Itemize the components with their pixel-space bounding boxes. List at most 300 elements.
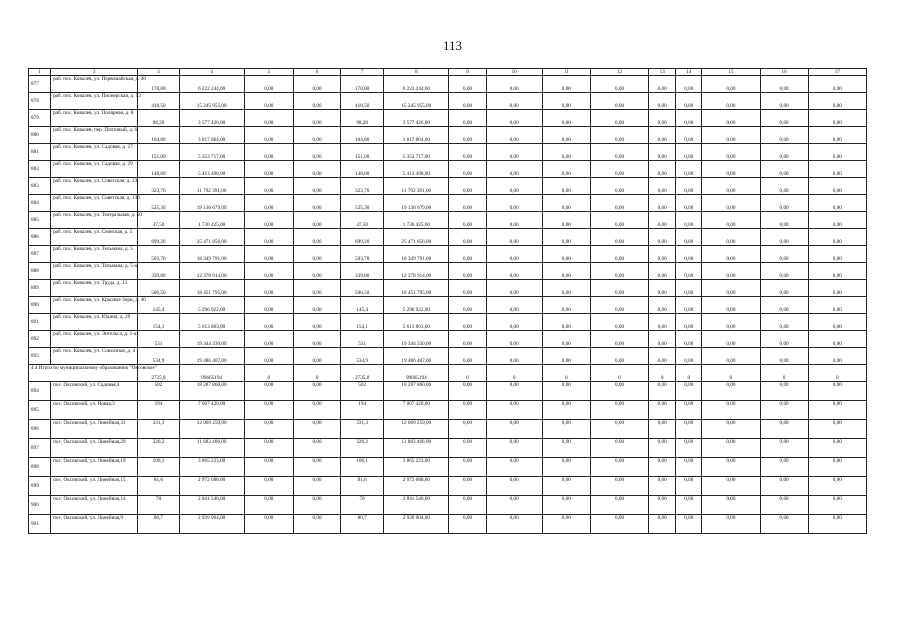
column-number: 10 bbox=[486, 69, 542, 76]
address-cell: раб. пос. Ковалев, ул. Юдина, д. 29 bbox=[51, 314, 138, 331]
value-cell: 0,00 bbox=[702, 212, 760, 229]
value-cell: 0,00 bbox=[590, 458, 648, 477]
value-cell: 0,00 bbox=[590, 439, 648, 458]
value-cell: 0,00 bbox=[542, 382, 590, 401]
value-cell: 0,00 bbox=[449, 127, 486, 144]
table-row bbox=[29, 178, 867, 195]
value-cell: 0,00 bbox=[590, 280, 648, 297]
value-cell: 502 bbox=[138, 382, 179, 401]
value-cell: 0,00 bbox=[760, 439, 808, 458]
value-cell: 0,00 bbox=[244, 246, 293, 263]
value-cell: 18 287 860,00 bbox=[384, 382, 449, 401]
value-cell: 0,00 bbox=[808, 110, 866, 127]
value-cell: 0,00 bbox=[676, 93, 702, 110]
value-cell: 0,00 bbox=[486, 331, 542, 348]
value-cell: 0,00 bbox=[449, 212, 486, 229]
value-cell: 339,80 bbox=[138, 263, 179, 280]
value-cell: 326,2 bbox=[341, 439, 384, 458]
table-row bbox=[29, 401, 867, 420]
table-row bbox=[29, 496, 867, 515]
value-cell: 0,00 bbox=[760, 263, 808, 280]
value-cell: 0,00 bbox=[542, 195, 590, 212]
address-cell: раб. пос. Ковалев, ул. Полярная, д. 8 bbox=[51, 110, 138, 127]
value-cell: 0,00 bbox=[676, 439, 702, 458]
row-number: 883 bbox=[29, 178, 51, 195]
value-cell: 151,00 bbox=[138, 144, 179, 161]
value-cell: 0,00 bbox=[760, 348, 808, 365]
column-number: 13 bbox=[649, 69, 676, 76]
value-cell: 0,00 bbox=[449, 110, 486, 127]
row-number: 877 bbox=[29, 76, 51, 93]
total-value-cell: 0 bbox=[244, 365, 293, 382]
value-cell: 0,00 bbox=[542, 76, 590, 93]
value-cell: 0,00 bbox=[244, 280, 293, 297]
value-cell: 503,70 bbox=[138, 246, 179, 263]
value-cell: 0,00 bbox=[449, 314, 486, 331]
value-cell: 0,00 bbox=[486, 93, 542, 110]
address-cell: раб. пос. Ковалев, ул. Советская, д. 136 bbox=[51, 195, 138, 212]
value-cell: 0,00 bbox=[590, 76, 648, 93]
value-cell: 80,7 bbox=[138, 515, 179, 534]
value-cell: 0,00 bbox=[808, 93, 866, 110]
value-cell: 0,00 bbox=[590, 348, 648, 365]
table-row bbox=[29, 331, 867, 348]
value-cell: 0,00 bbox=[590, 229, 648, 246]
table-row bbox=[29, 212, 867, 229]
value-cell: 0,00 bbox=[649, 161, 676, 178]
address-cell: раб. пос. Ковалев, ул. Сеянская, д. 5 bbox=[51, 229, 138, 246]
value-cell: 0,00 bbox=[293, 127, 340, 144]
value-cell: 0,00 bbox=[649, 401, 676, 420]
total-value-cell: 0 bbox=[293, 365, 340, 382]
value-cell: 0,00 bbox=[760, 212, 808, 229]
value-cell: 0,00 bbox=[449, 515, 486, 534]
value-cell: 0,00 bbox=[486, 110, 542, 127]
value-cell: 0,00 bbox=[449, 76, 486, 93]
value-cell: 0,00 bbox=[244, 458, 293, 477]
value-cell: 0,00 bbox=[808, 263, 866, 280]
value-cell: 2 841 540,00 bbox=[384, 496, 449, 515]
value-cell: 0,00 bbox=[649, 420, 676, 439]
value-cell: 0,00 bbox=[244, 348, 293, 365]
value-cell: 0,00 bbox=[760, 314, 808, 331]
value-cell: 0,00 bbox=[542, 515, 590, 534]
value-cell: 170,80 bbox=[138, 76, 179, 93]
value-cell: 0,00 bbox=[542, 178, 590, 195]
value-cell: 0,00 bbox=[449, 178, 486, 195]
value-cell: 0,00 bbox=[676, 496, 702, 515]
value-cell: 0,00 bbox=[676, 195, 702, 212]
value-cell: 0,00 bbox=[590, 263, 648, 280]
value-cell: 25 471 856,00 bbox=[384, 229, 449, 246]
value-cell: 19 486 407,00 bbox=[179, 348, 244, 365]
value-cell: 0,00 bbox=[676, 212, 702, 229]
value-cell: 0,00 bbox=[649, 515, 676, 534]
value-cell: 0,00 bbox=[449, 348, 486, 365]
value-cell: 0,00 bbox=[590, 212, 648, 229]
table-row bbox=[29, 110, 867, 127]
row-number: 897 bbox=[29, 439, 51, 458]
value-cell: 0,00 bbox=[293, 280, 340, 297]
value-cell: 2 972 688,00 bbox=[179, 477, 244, 496]
value-cell: 0,00 bbox=[449, 161, 486, 178]
value-cell: 0,00 bbox=[808, 420, 866, 439]
value-cell: 19 136 679,00 bbox=[179, 195, 244, 212]
value-cell: 12 069 259,00 bbox=[384, 420, 449, 439]
value-cell: 0,00 bbox=[486, 76, 542, 93]
value-cell: 0,00 bbox=[293, 515, 340, 534]
value-cell: 0,00 bbox=[293, 420, 340, 439]
value-cell: 0,00 bbox=[676, 477, 702, 496]
value-cell: 19 344 330,00 bbox=[384, 331, 449, 348]
value-cell: 0,00 bbox=[293, 439, 340, 458]
row-number: 881 bbox=[29, 144, 51, 161]
value-cell: 0,00 bbox=[760, 515, 808, 534]
value-cell: 0,00 bbox=[702, 127, 760, 144]
value-cell: 5 413 498,00 bbox=[179, 161, 244, 178]
value-cell: 0,00 bbox=[449, 195, 486, 212]
table-row bbox=[29, 246, 867, 263]
value-cell: 0,00 bbox=[808, 144, 866, 161]
page-number: 113 bbox=[442, 38, 463, 53]
value-cell: 0,00 bbox=[590, 144, 648, 161]
value-cell: 18 451 795,00 bbox=[179, 280, 244, 297]
value-cell: 0,00 bbox=[702, 178, 760, 195]
column-number: 5 bbox=[244, 69, 293, 76]
value-cell: 0,00 bbox=[702, 76, 760, 93]
value-cell: 0,00 bbox=[676, 76, 702, 93]
value-cell: 0,00 bbox=[293, 161, 340, 178]
value-cell: 0,00 bbox=[244, 76, 293, 93]
row-number: 900 bbox=[29, 496, 51, 515]
value-cell: 104,80 bbox=[138, 127, 179, 144]
value-cell: 0,00 bbox=[293, 144, 340, 161]
value-cell: 0,00 bbox=[676, 331, 702, 348]
value-cell: 0,00 bbox=[486, 382, 542, 401]
value-cell: 0,00 bbox=[808, 401, 866, 420]
value-cell: 0,00 bbox=[808, 280, 866, 297]
value-cell: 0,00 bbox=[702, 458, 760, 477]
value-cell: 98,20 bbox=[341, 110, 384, 127]
value-cell: 0,00 bbox=[676, 229, 702, 246]
value-cell: 0,00 bbox=[244, 178, 293, 195]
total-value-cell: 2735,8 bbox=[341, 365, 384, 382]
value-cell: 0,00 bbox=[590, 246, 648, 263]
table-row bbox=[29, 382, 867, 401]
value-cell: 0,00 bbox=[449, 93, 486, 110]
column-number: 16 bbox=[760, 69, 808, 76]
total-value-cell: 99665194 bbox=[384, 365, 449, 382]
table-row bbox=[29, 93, 867, 110]
row-number: 899 bbox=[29, 477, 51, 496]
value-cell: 0,00 bbox=[542, 263, 590, 280]
value-cell: 194 bbox=[138, 401, 179, 420]
value-cell: 0,00 bbox=[449, 263, 486, 280]
address-cell: раб. пос. Ковалев, ул. Красные Зори, д. 40 bbox=[51, 297, 138, 314]
value-cell: 0,00 bbox=[702, 439, 760, 458]
value-cell: 0,00 bbox=[293, 212, 340, 229]
row-number: 879 bbox=[29, 110, 51, 127]
value-cell: 0,00 bbox=[293, 110, 340, 127]
value-cell: 170,80 bbox=[341, 76, 384, 93]
value-cell: 0,00 bbox=[649, 496, 676, 515]
value-cell: 0,00 bbox=[449, 401, 486, 420]
value-cell: 5 613 863,00 bbox=[179, 314, 244, 331]
value-cell: 0,00 bbox=[649, 212, 676, 229]
value-cell: 0,00 bbox=[760, 420, 808, 439]
total-value-cell: 0 bbox=[449, 365, 486, 382]
value-cell: 0,00 bbox=[244, 477, 293, 496]
total-value-cell: 0 bbox=[590, 365, 648, 382]
column-number: 9 bbox=[449, 69, 486, 76]
value-cell: 0,00 bbox=[590, 127, 648, 144]
address-cell: пос. Оксовский, ул. Линейная,14 bbox=[51, 496, 138, 515]
address-cell: пос. Оксовский, ул. Линейная,31 bbox=[51, 420, 138, 439]
value-cell: 0,00 bbox=[702, 161, 760, 178]
value-cell: 502 bbox=[341, 382, 384, 401]
table-row bbox=[29, 127, 867, 144]
value-cell: 0,00 bbox=[590, 297, 648, 314]
value-cell: 0,00 bbox=[293, 195, 340, 212]
value-cell: 0,00 bbox=[293, 496, 340, 515]
value-cell: 0,00 bbox=[590, 195, 648, 212]
value-cell: 0,00 bbox=[649, 348, 676, 365]
value-cell: 0,00 bbox=[760, 161, 808, 178]
value-cell: 0,00 bbox=[808, 297, 866, 314]
value-cell: 0,00 bbox=[542, 348, 590, 365]
value-cell: 0,00 bbox=[808, 348, 866, 365]
value-cell: 0,00 bbox=[808, 178, 866, 195]
row-number: 895 bbox=[29, 401, 51, 420]
value-cell: 0,00 bbox=[449, 458, 486, 477]
value-cell: 0,00 bbox=[293, 382, 340, 401]
value-cell: 0,00 bbox=[449, 496, 486, 515]
value-cell: 0,00 bbox=[760, 144, 808, 161]
value-cell: 7 067 420,00 bbox=[384, 401, 449, 420]
value-cell: 11 792 391,00 bbox=[179, 178, 244, 195]
address-cell: раб. пос. Ковалев, ул. Садовая, д. 29 bbox=[51, 161, 138, 178]
value-cell: 151,00 bbox=[341, 144, 384, 161]
value-cell: 0,00 bbox=[760, 229, 808, 246]
value-cell: 0,00 bbox=[542, 401, 590, 420]
column-number: 4 bbox=[179, 69, 244, 76]
value-cell: 0,00 bbox=[702, 331, 760, 348]
value-cell: 0,00 bbox=[649, 280, 676, 297]
address-cell: пос. Оксовский, ул. Садовая,4 bbox=[51, 382, 138, 401]
value-cell: 0,00 bbox=[702, 496, 760, 515]
value-cell: 0,00 bbox=[590, 496, 648, 515]
value-cell: 0,00 bbox=[542, 280, 590, 297]
address-cell: раб. пос. Ковалев, пер. Почтовый, д. 6 bbox=[51, 127, 138, 144]
value-cell: 0,00 bbox=[808, 382, 866, 401]
value-cell: 531 bbox=[138, 331, 179, 348]
column-number-row bbox=[29, 69, 867, 76]
value-cell: 6 222 244,00 bbox=[179, 76, 244, 93]
value-cell: 11 883 466,00 bbox=[384, 439, 449, 458]
value-cell: 0,00 bbox=[449, 439, 486, 458]
value-cell: 0,00 bbox=[486, 161, 542, 178]
table-row bbox=[29, 439, 867, 458]
row-number: 898 bbox=[29, 458, 51, 477]
value-cell: 19 486 407,00 bbox=[384, 348, 449, 365]
value-cell: 0,00 bbox=[542, 314, 590, 331]
value-cell: 106,1 bbox=[341, 458, 384, 477]
value-cell: 15 245 955,00 bbox=[179, 93, 244, 110]
value-cell: 0,00 bbox=[486, 263, 542, 280]
address-cell: раб. пос. Ковалев, ул. Совхозная, д. 4 bbox=[51, 348, 138, 365]
row-number: 887 bbox=[29, 246, 51, 263]
address-cell: пос. Оксовский, ул. Линейная,9 bbox=[51, 515, 138, 534]
value-cell: 0,00 bbox=[649, 331, 676, 348]
value-cell: 0,00 bbox=[649, 439, 676, 458]
value-cell: 0,00 bbox=[702, 348, 760, 365]
value-cell: 0,00 bbox=[702, 144, 760, 161]
value-cell: 0,00 bbox=[649, 229, 676, 246]
value-cell: 331,3 bbox=[138, 420, 179, 439]
value-cell: 0,00 bbox=[293, 263, 340, 280]
value-cell: 81,6 bbox=[341, 477, 384, 496]
total-value-cell: 0 bbox=[486, 365, 542, 382]
address-cell: раб. пос. Ковалев, ул. Садовая, д. 27 bbox=[51, 144, 138, 161]
value-cell: 0,00 bbox=[702, 93, 760, 110]
value-cell: 3 865 223,00 bbox=[384, 458, 449, 477]
value-cell: 5 353 717,00 bbox=[179, 144, 244, 161]
value-cell: 0,00 bbox=[293, 458, 340, 477]
column-number: 6 bbox=[293, 69, 340, 76]
value-cell: 11 883 466,00 bbox=[179, 439, 244, 458]
value-cell: 0,00 bbox=[449, 477, 486, 496]
address-cell: раб. пос. Ковалев, ул. Советская, д. 23 bbox=[51, 178, 138, 195]
value-cell: 534,9 bbox=[341, 348, 384, 365]
value-cell: 0,00 bbox=[486, 439, 542, 458]
row-number: 884 bbox=[29, 195, 51, 212]
value-cell: 0,00 bbox=[449, 420, 486, 439]
value-cell: 104,80 bbox=[341, 127, 384, 144]
value-cell: 7 067 420,00 bbox=[179, 401, 244, 420]
value-cell: 0,00 bbox=[649, 127, 676, 144]
value-cell: 0,00 bbox=[676, 420, 702, 439]
value-cell: 0,00 bbox=[449, 280, 486, 297]
value-cell: 19 136 679,00 bbox=[384, 195, 449, 212]
value-cell: 0,00 bbox=[676, 458, 702, 477]
value-cell: 323,70 bbox=[138, 178, 179, 195]
value-cell: 0,00 bbox=[542, 297, 590, 314]
value-cell: 0,00 bbox=[760, 178, 808, 195]
value-cell: 0,00 bbox=[760, 477, 808, 496]
row-number: 892 bbox=[29, 331, 51, 348]
value-cell: 19 344 330,00 bbox=[179, 331, 244, 348]
value-cell: 0,00 bbox=[649, 178, 676, 195]
value-cell: 0,00 bbox=[676, 382, 702, 401]
value-cell: 18 451 795,00 bbox=[384, 280, 449, 297]
value-cell: 3 817 864,00 bbox=[384, 127, 449, 144]
value-cell: 0,00 bbox=[244, 144, 293, 161]
value-cell: 12 378 914,00 bbox=[179, 263, 244, 280]
value-cell: 0,00 bbox=[486, 280, 542, 297]
value-cell: 15 245 955,00 bbox=[384, 93, 449, 110]
value-cell: 0,00 bbox=[702, 229, 760, 246]
value-cell: 0,00 bbox=[486, 195, 542, 212]
value-cell: 47,50 bbox=[341, 212, 384, 229]
value-cell: 0,00 bbox=[649, 144, 676, 161]
table-row bbox=[29, 144, 867, 161]
value-cell: 0,00 bbox=[676, 127, 702, 144]
value-cell: 3 577 426,00 bbox=[384, 110, 449, 127]
address-cell: раб. пос. Ковалев, ул. Тельмана, д. 5 bbox=[51, 246, 138, 263]
value-cell: 0,00 bbox=[244, 496, 293, 515]
row-number: 885 bbox=[29, 212, 51, 229]
value-cell: 98,20 bbox=[138, 110, 179, 127]
value-cell: 0,00 bbox=[590, 331, 648, 348]
value-cell: 0,00 bbox=[676, 144, 702, 161]
value-cell: 0,00 bbox=[590, 93, 648, 110]
total-value-cell: 0 bbox=[649, 365, 676, 382]
value-cell: 78 bbox=[341, 496, 384, 515]
total-row bbox=[29, 365, 867, 382]
value-cell: 418,50 bbox=[138, 93, 179, 110]
value-cell: 0,00 bbox=[676, 515, 702, 534]
value-cell: 0,00 bbox=[293, 331, 340, 348]
value-cell: 0,00 bbox=[590, 515, 648, 534]
value-cell: 0,00 bbox=[590, 110, 648, 127]
value-cell: 0,00 bbox=[449, 229, 486, 246]
value-cell: 0,00 bbox=[449, 297, 486, 314]
table-row bbox=[29, 195, 867, 212]
value-cell: 3 865 223,00 bbox=[179, 458, 244, 477]
value-cell: 0,00 bbox=[244, 401, 293, 420]
data-table bbox=[28, 68, 867, 534]
column-number: 3 bbox=[138, 69, 179, 76]
value-cell: 0,00 bbox=[649, 477, 676, 496]
value-cell: 0,00 bbox=[590, 161, 648, 178]
value-cell: 0,00 bbox=[808, 515, 866, 534]
value-cell: 0,00 bbox=[542, 93, 590, 110]
value-cell: 0,00 bbox=[542, 477, 590, 496]
value-cell: 0,00 bbox=[486, 515, 542, 534]
value-cell: 0,00 bbox=[244, 439, 293, 458]
address-cell: пос. Оксовский, ул. Линейная,19 bbox=[51, 458, 138, 477]
address-cell: раб. пос. Ковалев, ул. Пионерская, д. 53 bbox=[51, 93, 138, 110]
table-row bbox=[29, 477, 867, 496]
row-number: 888 bbox=[29, 263, 51, 280]
column-number: 7 bbox=[341, 69, 384, 76]
total-value-cell: 0 bbox=[808, 365, 866, 382]
value-cell: 0,00 bbox=[760, 280, 808, 297]
value-cell: 0,00 bbox=[542, 229, 590, 246]
value-cell: 12 378 914,00 bbox=[384, 263, 449, 280]
value-cell: 78 bbox=[138, 496, 179, 515]
value-cell: 0,00 bbox=[760, 127, 808, 144]
column-number: 15 bbox=[702, 69, 760, 76]
value-cell: 145,4 bbox=[341, 297, 384, 314]
table-row bbox=[29, 458, 867, 477]
total-label: 4.4 Итого по муниципальному образованию "Оксовское" bbox=[29, 365, 138, 382]
table-row bbox=[29, 314, 867, 331]
value-cell: 0,00 bbox=[590, 401, 648, 420]
value-cell: 0,00 bbox=[244, 161, 293, 178]
value-cell: 0,00 bbox=[702, 420, 760, 439]
value-cell: 0,00 bbox=[244, 314, 293, 331]
value-cell: 0,00 bbox=[542, 246, 590, 263]
row-number: 889 bbox=[29, 280, 51, 297]
value-cell: 3 817 864,00 bbox=[179, 127, 244, 144]
value-cell: 0,00 bbox=[486, 314, 542, 331]
value-cell: 0,00 bbox=[676, 246, 702, 263]
column-number: 1 bbox=[29, 69, 51, 76]
value-cell: 0,00 bbox=[293, 93, 340, 110]
value-cell: 0,00 bbox=[760, 297, 808, 314]
value-cell: 525,30 bbox=[341, 195, 384, 212]
